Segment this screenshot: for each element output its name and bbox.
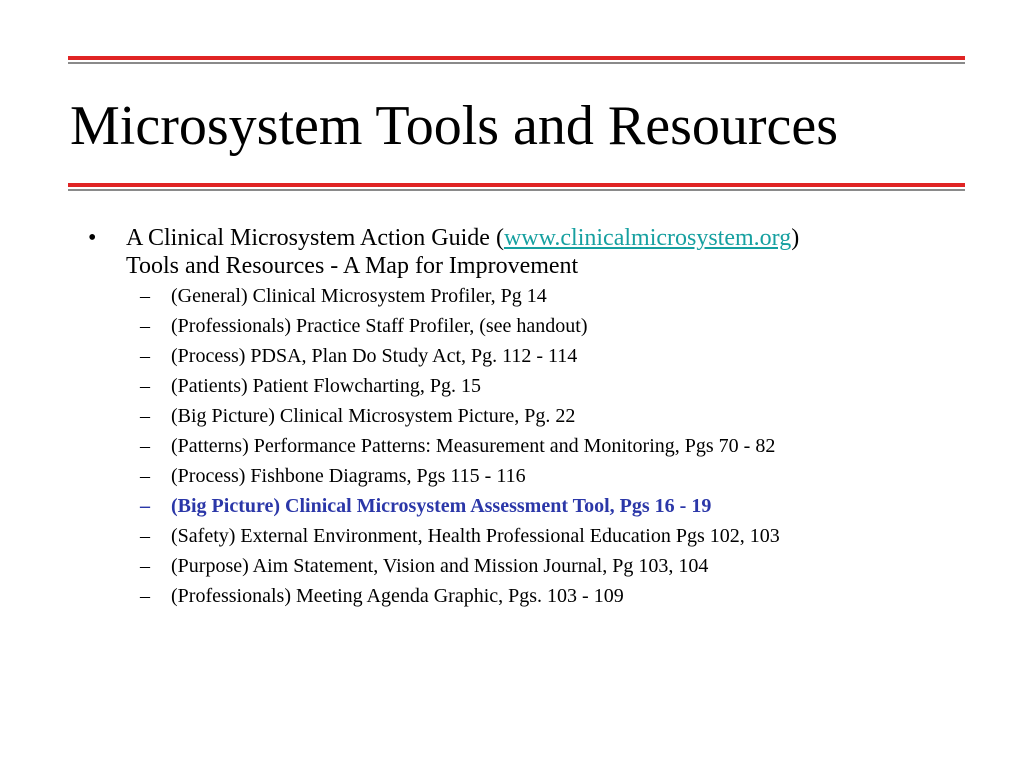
list-item	[140, 344, 948, 368]
list-item-text: (Purpose) Aim Statement, Vision and Mission Journal, Pg 103, 104	[171, 555, 709, 577]
dash-marker: –	[140, 405, 150, 427]
dash-marker: –	[140, 555, 150, 577]
tools-list	[88, 284, 948, 608]
bullet-marker: •	[88, 225, 97, 251]
list-item-text: (Professionals) Meeting Agenda Graphic, Pgs. 103 - 109	[171, 585, 624, 607]
bullet-text-suffix: )	[791, 225, 800, 251]
top-divider	[68, 56, 965, 64]
slide-body	[88, 224, 948, 614]
list-item	[140, 434, 948, 458]
dash-marker: –	[140, 465, 150, 487]
main-bullet	[88, 224, 948, 280]
bullet-text-line2: Tools and Resources - A Map for Improvement	[126, 253, 579, 279]
slide-title: Microsystem Tools and Resources	[70, 95, 839, 157]
list-item	[140, 374, 948, 398]
list-item-text: (Safety) External Environment, Health Professional Education Pgs 102, 103	[171, 525, 780, 547]
list-item	[140, 464, 948, 488]
list-item	[140, 524, 948, 548]
bullet-text-prefix: A Clinical Microsystem Action Guide (	[126, 225, 504, 251]
clinicalmicrosystem-link[interactable]: www.clinicalmicrosystem.org	[503, 225, 792, 251]
main-bullet-text	[126, 224, 948, 280]
list-item-text: (Patients) Patient Flowcharting, Pg. 15	[171, 375, 481, 397]
list-item-text: (General) Clinical Microsystem Profiler, Pg 14	[171, 285, 547, 307]
dash-marker: –	[140, 585, 150, 607]
list-item-text: (Big Picture) Clinical Microsystem Assessment Tool, Pgs 16 - 19	[171, 495, 712, 517]
list-item	[140, 314, 948, 338]
dash-marker: –	[140, 285, 150, 307]
dash-marker: –	[140, 375, 150, 397]
list-item-text: (Process) Fishbone Diagrams, Pgs 115 - 116	[171, 465, 526, 487]
list-item-text: (Process) PDSA, Plan Do Study Act, Pg. 112 - 114	[171, 345, 578, 367]
dash-marker: –	[140, 435, 150, 457]
list-item-text: (Big Picture) Clinical Microsystem Picture, Pg. 22	[171, 405, 576, 427]
list-item-text: (Professionals) Practice Staff Profiler, (see handout)	[171, 315, 588, 337]
dash-marker: –	[140, 345, 150, 367]
list-item	[140, 584, 948, 608]
dash-marker: –	[140, 495, 150, 517]
list-item	[140, 284, 948, 308]
list-item-text: (Patterns) Performance Patterns: Measurement and Monitoring, Pgs 70 - 82	[171, 435, 776, 457]
list-item-highlighted	[140, 494, 948, 518]
list-item	[140, 554, 948, 578]
dash-marker: –	[140, 525, 150, 547]
list-item	[140, 404, 948, 428]
title-underline-divider	[68, 183, 965, 191]
dash-marker: –	[140, 315, 150, 337]
